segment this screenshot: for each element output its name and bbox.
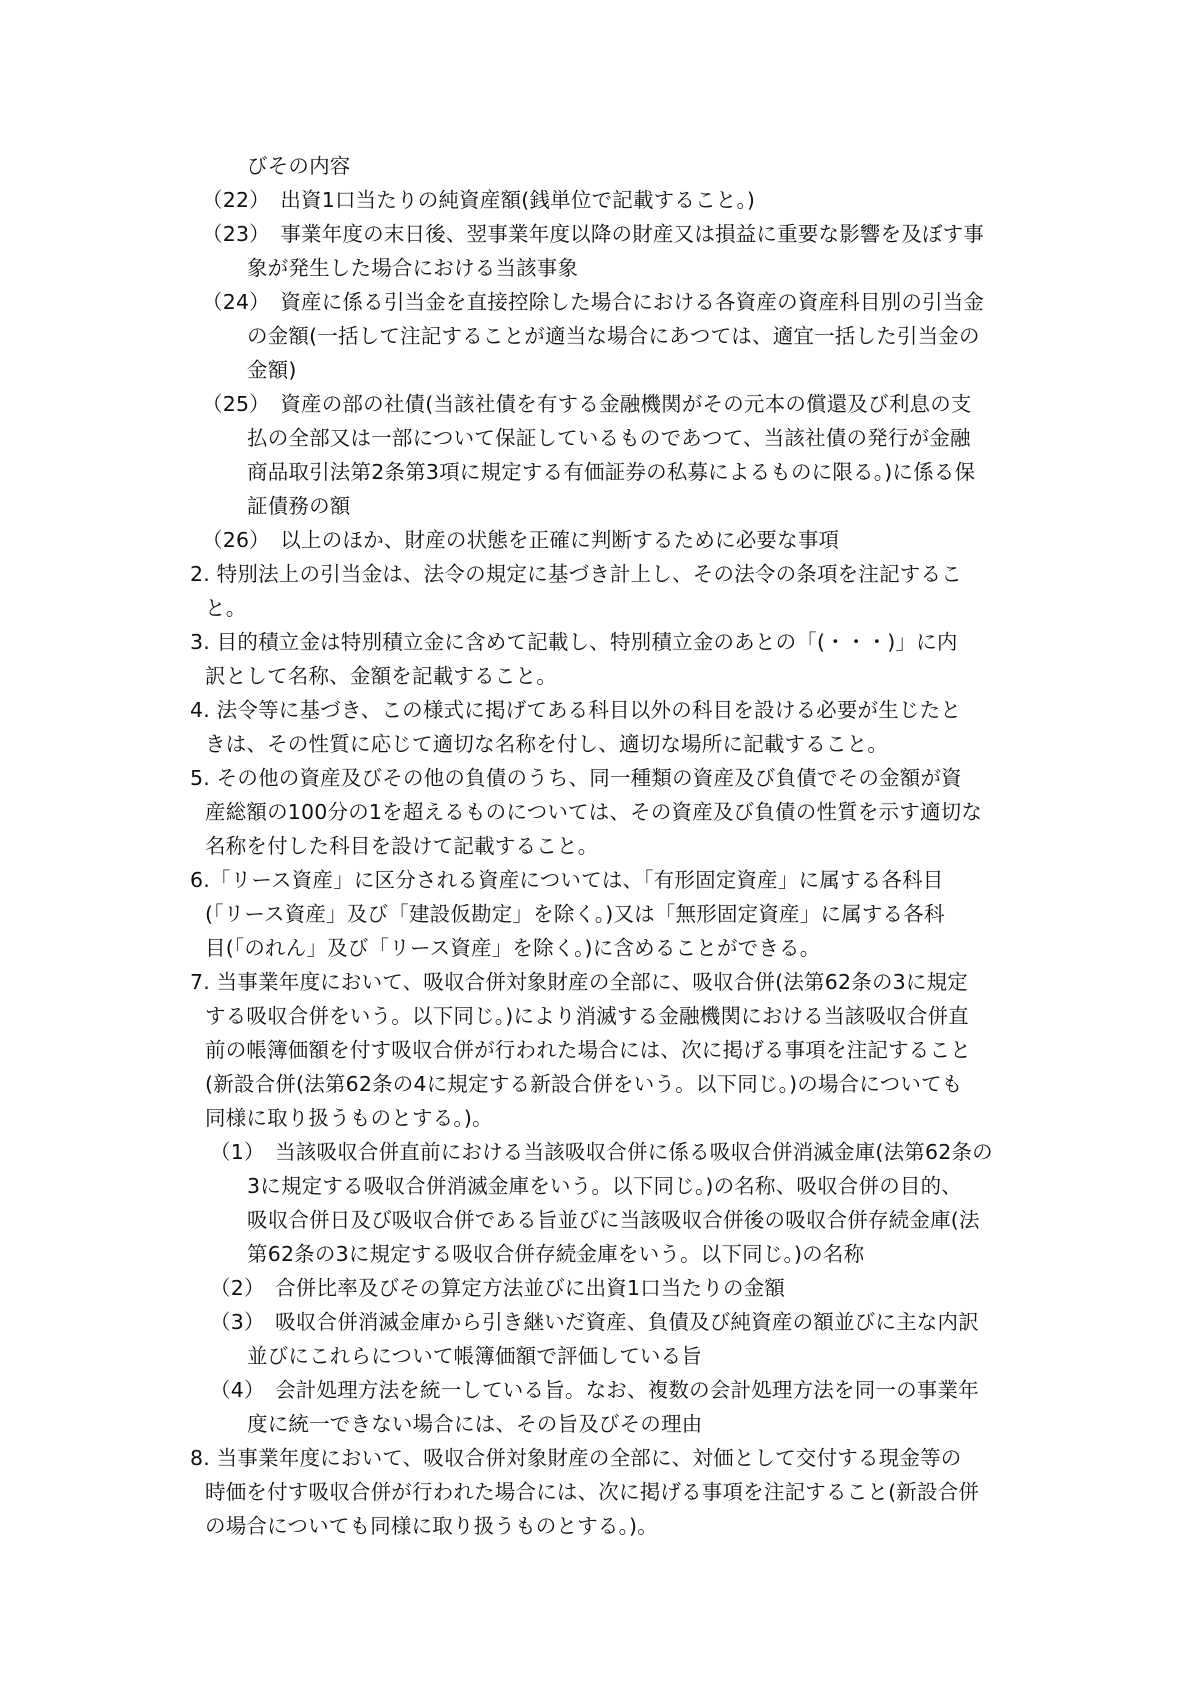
text-line: （4） 会計処理方法を統一している旨。なお、複数の会計処理方法を同一の事業年 <box>210 1378 979 1402</box>
text-line: （3） 吸収合併消滅金庫から引き継いだ資産、負債及び純資産の額並びに主な内訳 <box>210 1310 979 1334</box>
text-line: 度に統一できない場合には、その旨及びその理由 <box>247 1412 703 1436</box>
text-line: 6.「リース資産」に区分される資産については、「有形固定資産」に属する各科目 <box>190 868 944 892</box>
text-line: 3. 目的積立金は特別積立金に含めて記載し、特別積立金のあとの「(・・・)」に内 <box>190 630 958 654</box>
text-line: する吸収合併をいう。以下同じ。)により消滅する金融機関における当該吸収合併直 <box>205 1004 969 1028</box>
text-line: 5. その他の資産及びその他の負債のうち、同一種類の資産及び負債でその金額が資 <box>190 766 962 790</box>
text-line: 前の帳簿価額を付す吸収合併が行われた場合には、次に掲げる事項を注記すること <box>205 1038 971 1062</box>
text-line: （24） 資産に係る引当金を直接控除した場合における各資産の資産科目別の引当金 <box>202 290 985 314</box>
text-line: 8. 当事業年度において、吸収合併対象財産の全部に、対価として交付する現金等の <box>190 1446 962 1470</box>
text-line: （26） 以上のほか、財産の状態を正確に判断するために必要な事項 <box>202 528 840 552</box>
text-line: 金額) <box>247 358 297 382</box>
text-line: （2） 合併比率及びその算定方法並びに出資1口当たりの金額 <box>210 1276 786 1300</box>
text-line: 7. 当事業年度において、吸収合併対象財産の全部に、吸収合併(法第62条の3に規定 <box>190 970 968 994</box>
text-line: 3に規定する吸収合併消滅金庫をいう。以下同じ。)の名称、吸収合併の目的、 <box>247 1174 962 1198</box>
text-line: （23） 事業年度の末日後、翌事業年度以降の財産又は損益に重要な影響を及ぼす事 <box>202 222 985 246</box>
text-line: 時価を付す吸収合併が行われた場合には、次に掲げる事項を注記すること(新設合併 <box>205 1480 980 1504</box>
text-line: と。 <box>205 596 247 620</box>
text-line: （1） 当該吸収合併直前における当該吸収合併に係る吸収合併消滅金庫(法第62条の <box>210 1140 993 1164</box>
text-line: の金額(一括して注記することが適当な場合にあつては、適宜一括した引当金の <box>247 324 980 348</box>
text-line: 並びにこれらについて帳簿価額で評価している旨 <box>247 1344 702 1368</box>
text-line: （22） 出資1口当たりの純資産額(銭単位で記載すること。) <box>202 188 756 212</box>
text-line: 商品取引法第2条第3項に規定する有価証券の私募によるものに限る。)に係る保 <box>247 460 976 484</box>
text-line: 象が発生した場合における当該事象 <box>247 256 579 280</box>
text-line: 同様に取り扱うものとする。)。 <box>205 1106 493 1130</box>
text-line: (「リース資産」及び「建設仮勘定」を除く。)又は「無形固定資産」に属する各科 <box>205 902 945 926</box>
text-line: きは、その性質に応じて適切な名称を付し、適切な場所に記載すること。 <box>205 732 889 756</box>
text-line: 第62条の3に規定する吸収合併存続金庫をいう。以下同じ。)の名称 <box>247 1242 865 1266</box>
text-line: 吸収合併日及び吸収合併である旨並びに当該吸収合併後の吸収合併存続金庫(法 <box>247 1208 980 1232</box>
text-line: （25） 資産の部の社債(当該社債を有する金融機関がその元本の償還及び利息の支 <box>202 392 972 416</box>
text-line: 訳として名称、金額を記載すること。 <box>205 664 557 688</box>
text-line: 産総額の100分の1を超えるものについては、その資産及び負債の性質を示す適切な <box>205 800 983 824</box>
text-line: 払の全部又は一部について保証しているものであつて、当該社債の発行が金融 <box>247 426 971 450</box>
text-line: 2. 特別法上の引当金は、法令の規定に基づき計上し、その法令の条項を注記するこ <box>190 562 962 586</box>
text-line: 証債務の額 <box>247 494 351 518</box>
text-line: 4. 法令等に基づき、この様式に掲げてある科目以外の科目を設ける必要が生じたと <box>190 698 962 722</box>
text-line: 名称を付した科目を設けて記載すること。 <box>205 834 599 858</box>
text-line: の場合についても同様に取り扱うものとする。)。 <box>205 1514 658 1538</box>
text-line: びその内容 <box>247 154 351 178</box>
text-line: 目(「のれん」及び「リース資産」を除く。)に含めることができる。 <box>205 936 821 960</box>
text-line: (新設合併(法第62条の4に規定する新設合併をいう。以下同じ。)の場合についても <box>205 1072 963 1096</box>
